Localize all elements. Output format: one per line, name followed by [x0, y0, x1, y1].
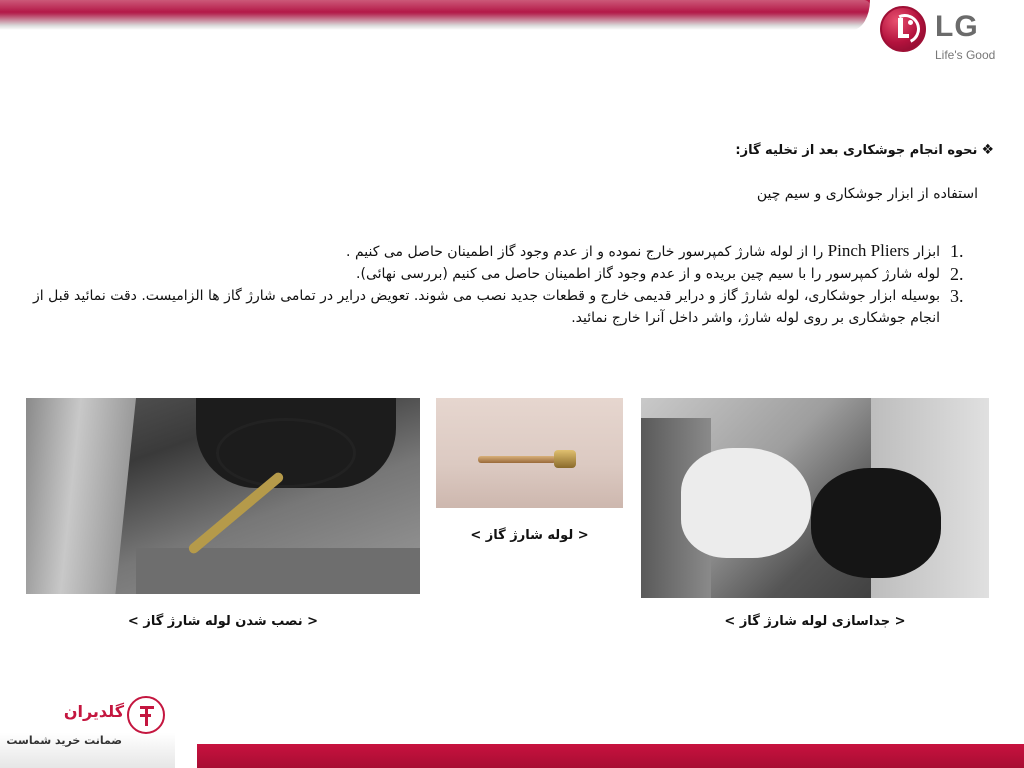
photo-installed-charge-pipe: [26, 398, 420, 594]
section-heading-text: نحوه انجام جوشکاری بعد از تخلیه گاز:: [735, 143, 978, 158]
header-bar: [0, 0, 870, 30]
caption-removing-charge-pipe: < جداسازی لوله شارژ گاز >: [724, 614, 906, 629]
step-number: 3.: [950, 286, 964, 306]
step-term: Pinch Pliers: [827, 241, 910, 260]
steps-list: [28, 240, 978, 329]
step-text: لوله شارژ کمپرسور را با سیم چین بریده و از عدم وجود گاز اطمینان حاصل می کنیم (بررسی نهائی).: [356, 266, 940, 282]
step-text: بوسیله ابزار جوشکاری، لوله شارژ گاز و درایر قدیمی خارج و قطعات جدید نصب می شوند. تعویض درایر در تمامی شارژ گاز ها الزامیست. دقت نمائید قبل از انجام جوشکاری بر روی لوله شارژ، واشر داخل آنرا خارج نمائید.: [32, 288, 940, 326]
step-text-after: را از لوله شارژ کمپرسور خارج نموده و از عدم وجود گاز اطمینان حاصل می کنیم .: [346, 244, 828, 260]
caption-charge-pipe: < لوله شارژ گاز >: [470, 528, 589, 543]
diamond-bullet-icon: ❖: [981, 142, 994, 158]
lg-wordmark: LG: [935, 10, 979, 43]
step-number: 1.: [950, 241, 964, 261]
step-item-3: [28, 285, 978, 329]
step-item-1: [28, 240, 978, 263]
header-bar-shine: [0, 0, 870, 14]
caption-installed-charge-pipe: < نصب شدن لوله شارژ گاز >: [127, 614, 319, 629]
lg-logo: [880, 6, 1010, 66]
step-number: 2.: [950, 264, 964, 284]
goldiran-logo: [0, 690, 175, 768]
footer-bar: [197, 744, 1024, 768]
goldiran-slogan: ضمانت خرید شماست: [6, 734, 122, 747]
goldiran-logo-icon: [127, 696, 165, 734]
step-text-before: ابزار: [909, 244, 940, 260]
photo-removing-charge-pipe: [641, 398, 989, 598]
section-subtitle: استفاده از ابزار جوشکاری و سیم چین: [756, 186, 978, 202]
section-heading: [294, 142, 994, 158]
lg-slogan: Life's Good: [935, 48, 996, 62]
photo-charge-pipe: [436, 398, 623, 508]
lg-logo-icon: [880, 6, 926, 52]
goldiran-name: گلدیران: [63, 702, 124, 721]
step-item-2: [28, 263, 978, 285]
